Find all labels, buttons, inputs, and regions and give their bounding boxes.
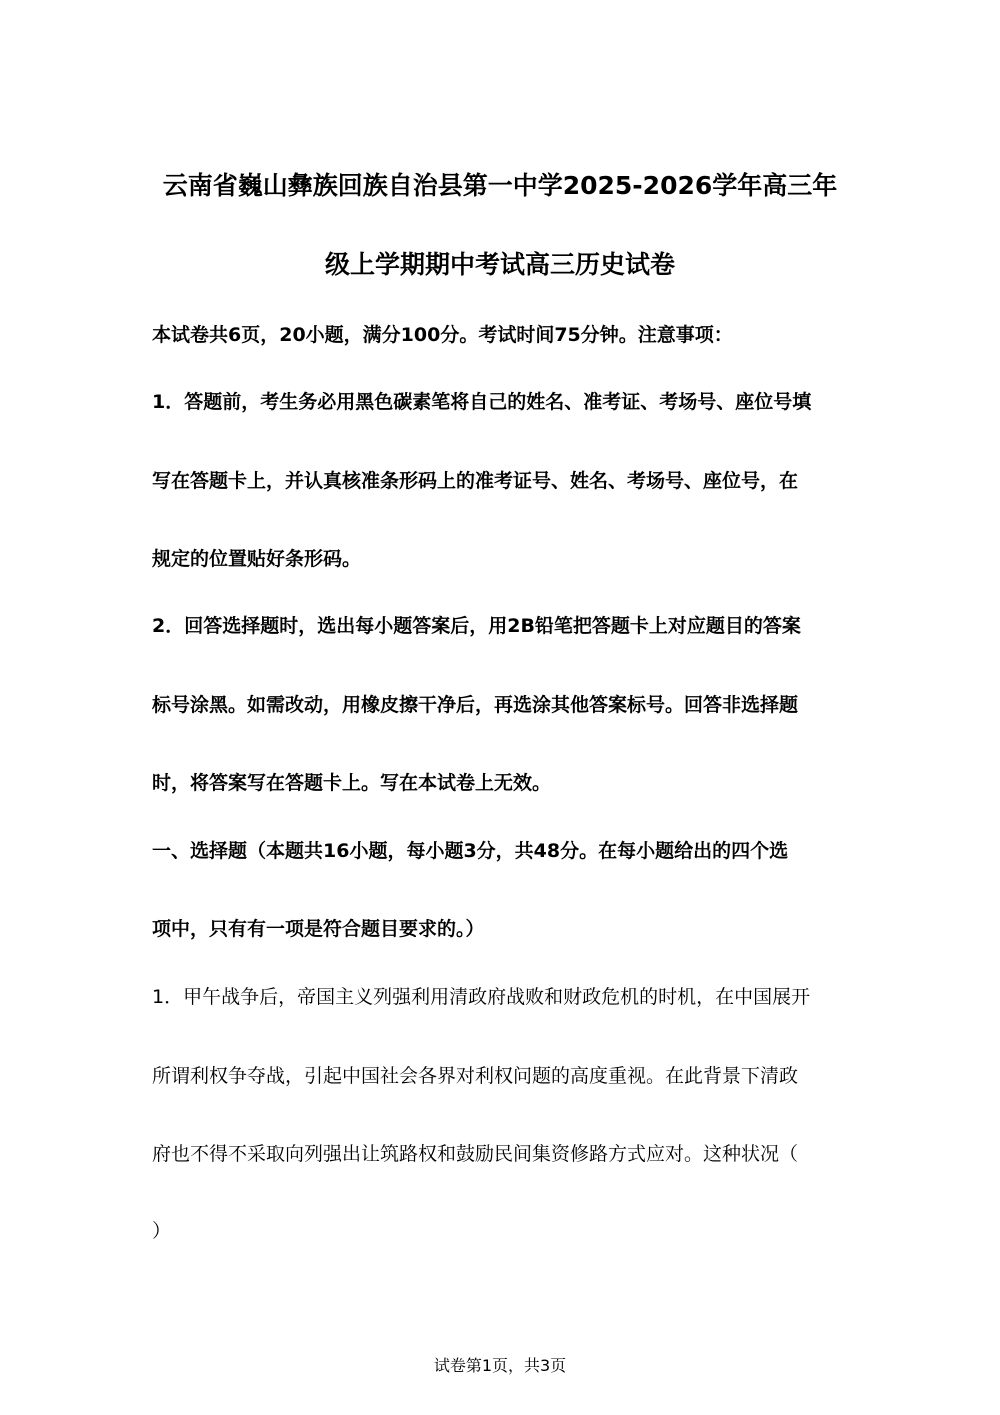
note-line: 写在答题卡上，并认真核准条形码上的准考证号、姓名、考场号、座位号，在 — [152, 470, 799, 492]
question-line: ） — [152, 1220, 172, 1242]
page-footer: 试卷第1页，共3页 — [433, 1356, 567, 1375]
exam-intro: 本试卷共6页，20小题，满分100分。考试时间75分钟。注意事项： — [152, 324, 733, 346]
note-line: 时，将答案写在答题卡上。写在本试卷上无效。 — [152, 772, 552, 794]
question-line: 府也不得不采取向列强出让筑路权和鼓励民间集资修路方式应对。这种状况（ — [152, 1143, 799, 1165]
section-line: 项中，只有有一项是符合题目要求的。） — [152, 918, 485, 940]
section-line: 一、选择题（本题共16小题，每小题3分，共48分。在每小题给出的四个选 — [152, 840, 789, 862]
exam-title-line-1: 云南省巍山彝族回族自治县第一中学2025-2026学年高三年 — [162, 171, 838, 200]
exam-title-line-2: 级上学期期中考试高三历史试卷 — [324, 250, 675, 279]
note-line: 标号涂黑。如需改动，用橡皮擦干净后，再选涂其他答案标号。回答非选择题 — [152, 694, 799, 716]
note-line: 规定的位置贴好条形码。 — [152, 548, 362, 570]
note-line: 1．答题前，考生务必用黑色碳素笔将自己的姓名、准考证、考场号、座位号填 — [152, 391, 812, 413]
question-line: 1．甲午战争后，帝国主义列强利用清政府战败和财政危机的时机，在中国展开 — [152, 986, 811, 1008]
note-line: 2．回答选择题时，选出每小题答案后，用2B铅笔把答题卡上对应题目的答案 — [152, 615, 801, 637]
question-line: 所谓利权争夺战，引起中国社会各界对利权问题的高度重视。在此背景下清政 — [152, 1065, 799, 1087]
